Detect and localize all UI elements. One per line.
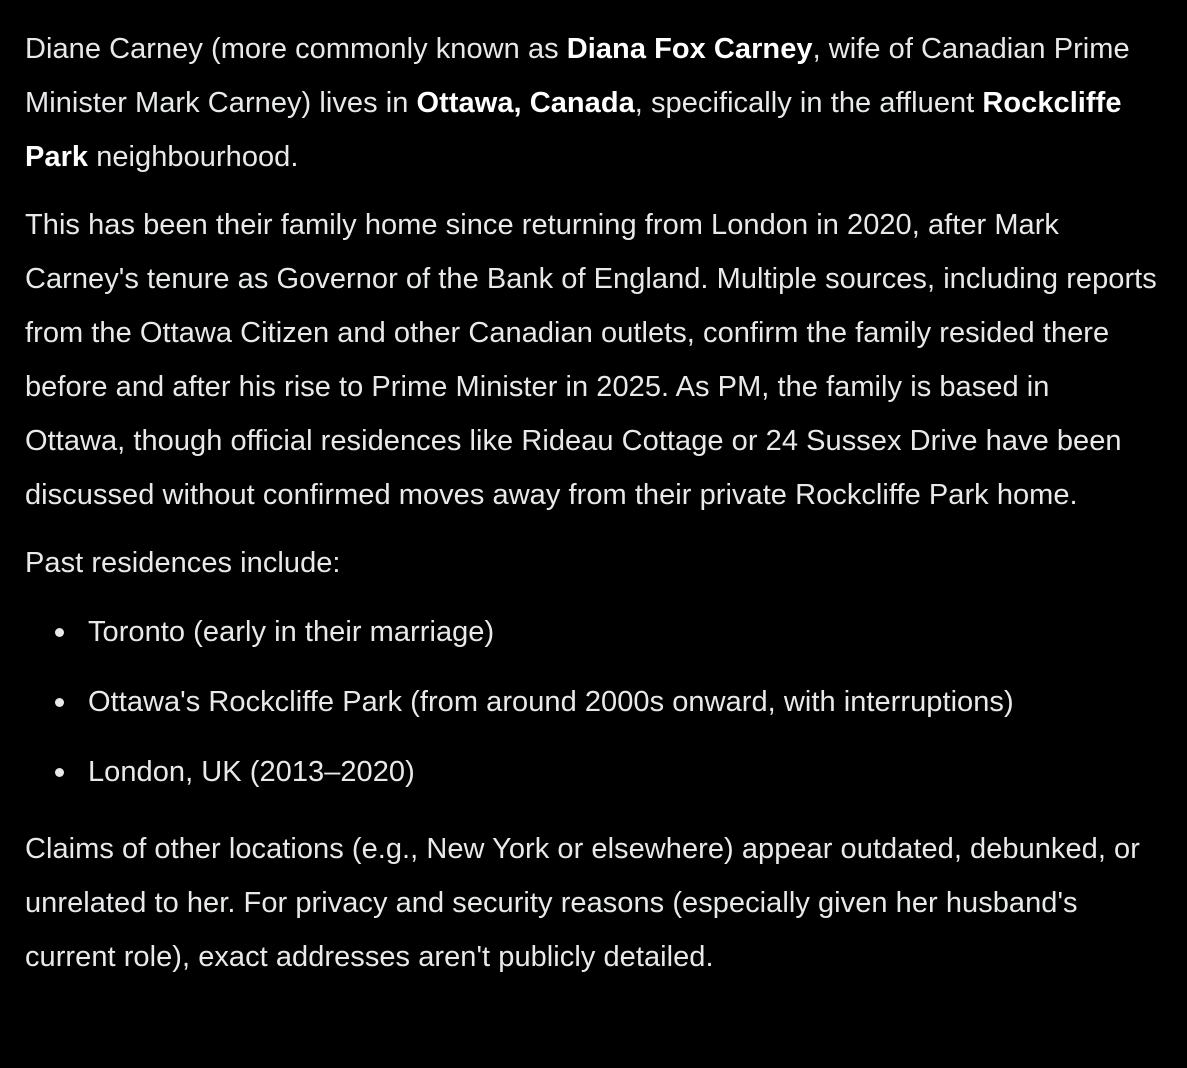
bullet-icon bbox=[55, 698, 64, 707]
paragraph-past-residences-heading: Past residences include: bbox=[25, 547, 341, 579]
list-item bbox=[25, 745, 1157, 799]
intro-text-1: Diane Carney (more commonly known as bbox=[25, 33, 567, 65]
response-body bbox=[25, 22, 1157, 984]
paragraph-claims: Claims of other locations (e.g., New York or elsewhere) appear outdated, debunked, or unrelated to her. For privacy and security reasons (especially given her husband's current role), exact addresses aren't publicly detailed. bbox=[25, 833, 1140, 973]
bullet-icon bbox=[55, 628, 64, 637]
paragraph-intro bbox=[25, 22, 1157, 184]
intro-bold-city: Ottawa, Canada bbox=[416, 87, 635, 119]
list-item-text: Toronto (early in their marriage) bbox=[88, 616, 495, 648]
intro-bold-neighbourhood: Rockcliffe Park bbox=[25, 87, 1122, 173]
intro-text-2: , wife of Canadian Prime Minister Mark Carney) lives in bbox=[25, 33, 1130, 119]
intro-text-3: , specifically in the affluent bbox=[634, 87, 983, 119]
paragraph-family-home: This has been their family home since returning from London in 2020, after Mark Carney's tenure as Governor of the Bank of England. Multiple sources, including reports from the Ottawa Citizen and other Canadian outlets, confirm the family resided there before and after his rise to Prime Minister in 2025. As PM, the family is based in Ottawa, though official residences like Rideau Cottage or 24 Sussex Drive have been discussed without confirmed moves away from their private Rockcliffe Park home. bbox=[25, 209, 1157, 511]
list-item bbox=[25, 605, 1157, 659]
list-item bbox=[25, 675, 1157, 729]
bullet-icon bbox=[55, 768, 64, 777]
list-item-text: Ottawa's Rockcliffe Park (from around 2000s onward, with interruptions) bbox=[88, 686, 1014, 718]
intro-bold-name: Diana Fox Carney bbox=[566, 33, 813, 65]
past-residences-list bbox=[25, 605, 1157, 799]
list-item-text: London, UK (2013–2020) bbox=[88, 756, 415, 788]
intro-text-4: neighbourhood. bbox=[88, 141, 299, 173]
